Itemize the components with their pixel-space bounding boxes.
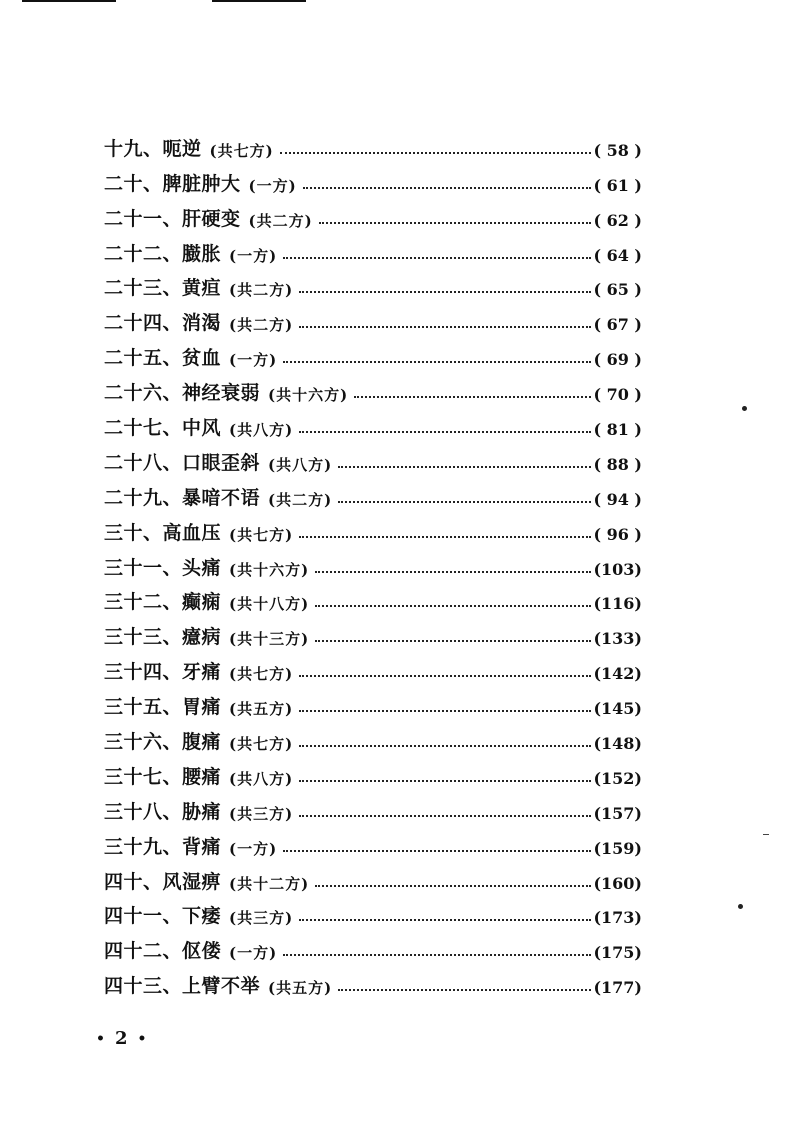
entry-page-number: ( 69 ): [593, 350, 642, 370]
entry-prescription-count: (共十三方): [229, 630, 310, 649]
entry-title: 四十三、上臂不举: [104, 975, 261, 998]
toc-entry: [104, 682, 642, 717]
entry-page-number: (103): [593, 559, 642, 579]
entry-prescription-count: (共三方): [229, 804, 294, 823]
entry-page-number: ( 94 ): [593, 489, 642, 509]
entry-title: 三十九、背痛: [104, 835, 222, 858]
scan-speck: [742, 406, 747, 411]
toc-entry: [104, 159, 642, 194]
entry-title: 二十三、黄疸: [104, 277, 222, 300]
entry-prescription-count: (一方): [229, 351, 278, 370]
entry-title: 四十一、下痿: [104, 905, 222, 928]
page-number: 2: [114, 1028, 128, 1049]
entry-title: 三十七、腰痛: [104, 765, 222, 788]
dot-leader: [299, 536, 591, 538]
entry-prescription-count: (共三方): [229, 909, 294, 928]
dot-leader: [283, 850, 591, 852]
entry-prescription-count: (共十六方): [229, 560, 310, 579]
dot-leader: [299, 815, 591, 817]
dot-leader: [299, 675, 591, 677]
entry-title: 三十五、胃痛: [104, 696, 222, 719]
entry-page-number: (159): [593, 838, 642, 858]
entry-page-number: (152): [593, 768, 642, 788]
entry-title: 三十三、癔病: [104, 626, 222, 649]
entry-prescription-count: (共十二方): [229, 874, 310, 893]
toc-entry: [104, 717, 642, 752]
entry-page-number: (175): [593, 943, 642, 963]
entry-title: 十九、呃逆: [104, 137, 202, 160]
toc-entry: [104, 647, 642, 682]
dot-leader: [299, 780, 591, 782]
toc-entry: [104, 194, 642, 229]
toc-entry: [104, 578, 642, 613]
dot-leader: [315, 571, 591, 573]
dot-leader: [338, 466, 591, 468]
entry-page-number: (177): [593, 978, 642, 998]
entry-page-number: (142): [593, 664, 642, 684]
dot-leader: [354, 396, 591, 398]
entry-title: 二十四、消渴: [104, 312, 222, 335]
entry-prescription-count: (共十八方): [229, 595, 310, 614]
scan-tick: [763, 834, 769, 835]
entry-prescription-count: (共七方): [209, 141, 274, 160]
entry-title: 二十七、中风: [104, 417, 222, 440]
dot-leader: [299, 710, 591, 712]
dot-leader: [315, 605, 591, 607]
dot-leader: [303, 187, 592, 189]
toc-entry: [104, 368, 642, 403]
entry-prescription-count: (一方): [229, 839, 278, 858]
dot-leader: [283, 361, 591, 363]
entry-page-number: ( 65 ): [593, 280, 642, 300]
entry-title: 二十一、肝硬变: [104, 207, 241, 230]
entry-title: 二十、脾脏肿大: [104, 172, 241, 195]
entry-page-number: ( 67 ): [593, 315, 642, 335]
entry-prescription-count: (共二方): [248, 211, 313, 230]
toc-entry: [104, 612, 642, 647]
scan-speck: [738, 904, 743, 909]
dot-leader: [283, 257, 591, 259]
entry-page-number: (157): [593, 803, 642, 823]
entry-prescription-count: (共五方): [268, 979, 333, 998]
bullet-right: •: [137, 1030, 147, 1047]
page-footer: [96, 1028, 146, 1049]
toc-entry: [104, 333, 642, 368]
entry-page-number: ( 64 ): [593, 245, 642, 265]
entry-prescription-count: (共五方): [229, 700, 294, 719]
entry-prescription-count: (共八方): [229, 769, 294, 788]
entry-page-number: ( 70 ): [593, 385, 642, 405]
toc-entry: [104, 264, 642, 299]
dot-leader: [315, 885, 591, 887]
entry-prescription-count: (共十六方): [268, 386, 349, 405]
entry-page-number: ( 61 ): [593, 175, 642, 195]
toc-entry: [104, 752, 642, 787]
toc-entry: [104, 473, 642, 508]
entry-title: 三十、高血压: [104, 521, 222, 544]
entry-prescription-count: (共二方): [229, 316, 294, 335]
toc-entry: [104, 961, 642, 996]
toc-entry: [104, 892, 642, 927]
entry-prescription-count: (一方): [229, 944, 278, 963]
entry-prescription-count: (共七方): [229, 665, 294, 684]
entry-page-number: ( 58 ): [593, 140, 642, 160]
dot-leader: [280, 152, 592, 154]
table-of-contents: [104, 124, 642, 996]
dot-leader: [338, 989, 591, 991]
entry-page-number: ( 96 ): [593, 524, 642, 544]
entry-prescription-count: (共七方): [229, 525, 294, 544]
dot-leader: [319, 222, 592, 224]
entry-page-number: ( 62 ): [593, 210, 642, 230]
entry-title: 二十六、神经衰弱: [104, 382, 261, 405]
entry-page-number: ( 81 ): [593, 420, 642, 440]
top-rule-right: [212, 0, 306, 2]
entry-prescription-count: (一方): [229, 246, 278, 265]
entry-page-number: (148): [593, 734, 642, 754]
toc-entry: [104, 857, 642, 892]
toc-entry: [104, 926, 642, 961]
entry-page-number: (145): [593, 699, 642, 719]
dot-leader: [283, 954, 591, 956]
toc-entry: [104, 403, 642, 438]
dot-leader: [315, 640, 591, 642]
entry-page-number: (173): [593, 908, 642, 928]
dot-leader: [299, 919, 591, 921]
entry-title: 三十四、牙痛: [104, 661, 222, 684]
entry-title: 四十二、伛偻: [104, 940, 222, 963]
entry-page-number: (116): [593, 594, 642, 614]
toc-entry: [104, 124, 642, 159]
entry-prescription-count: (一方): [248, 176, 297, 195]
entry-prescription-count: (共八方): [229, 421, 294, 440]
entry-prescription-count: (共二方): [229, 281, 294, 300]
entry-prescription-count: (共二方): [268, 490, 333, 509]
entry-title: 二十九、暴喑不语: [104, 486, 261, 509]
entry-prescription-count: (共八方): [268, 455, 333, 474]
entry-title: 三十八、胁痛: [104, 800, 222, 823]
toc-entry: [104, 229, 642, 264]
entry-prescription-count: (共七方): [229, 735, 294, 754]
top-rule-left: [22, 0, 116, 2]
toc-entry: [104, 822, 642, 857]
toc-entry: [104, 543, 642, 578]
entry-title: 三十二、癫痫: [104, 591, 222, 614]
entry-title: 二十八、口眼歪斜: [104, 451, 261, 474]
entry-title: 三十一、头痛: [104, 556, 222, 579]
dot-leader: [299, 326, 591, 328]
entry-page-number: ( 88 ): [593, 454, 642, 474]
entry-page-number: (160): [593, 873, 642, 893]
entry-title: 四十、风湿痹: [104, 870, 222, 893]
entry-title: 三十六、腹痛: [104, 731, 222, 754]
toc-entry: [104, 508, 642, 543]
toc-entry: [104, 298, 642, 333]
dot-leader: [338, 501, 591, 503]
bullet-left: •: [96, 1030, 105, 1047]
toc-entry: [104, 787, 642, 822]
entry-title: 二十二、臌胀: [104, 242, 222, 265]
entry-title: 二十五、贫血: [104, 347, 222, 370]
entry-page-number: (133): [593, 629, 642, 649]
dot-leader: [299, 431, 591, 433]
toc-entry: [104, 438, 642, 473]
dot-leader: [299, 745, 591, 747]
dot-leader: [299, 291, 591, 293]
